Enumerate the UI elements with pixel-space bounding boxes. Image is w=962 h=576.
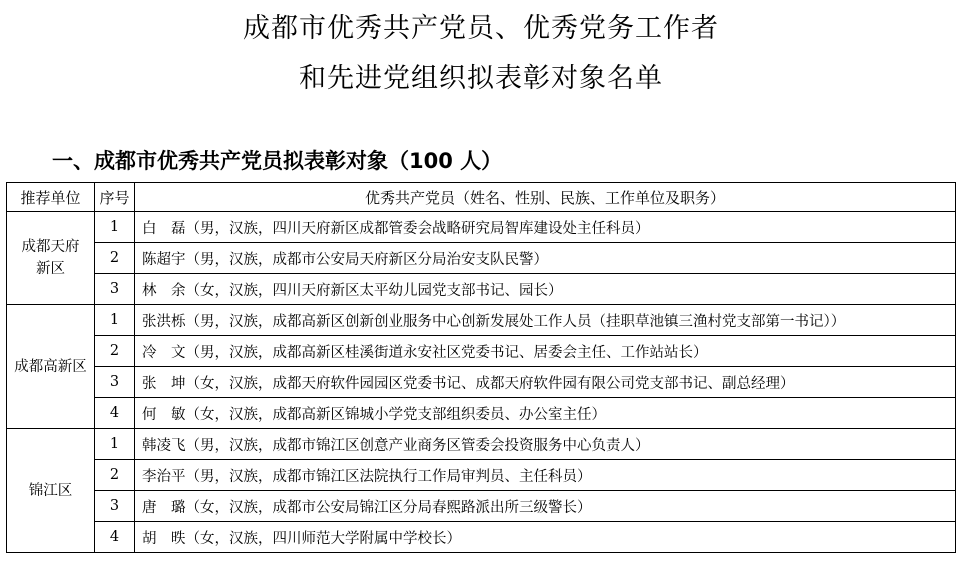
unit-label: 锦江区 — [28, 482, 73, 499]
person-cell: 张洪栎（男，汉族，成都高新区创新创业服务中心创新发展处工作人员（挂职草池镇三渔村党支部第一书记）） — [135, 305, 956, 336]
table-row — [7, 522, 956, 553]
seq-cell: 4 — [95, 398, 135, 429]
seq-cell: 1 — [95, 212, 135, 243]
table-row — [7, 460, 956, 491]
person-cell: 李治平（男，汉族，成都市锦江区法院执行工作局审判员、主任科员） — [135, 460, 956, 491]
table-row — [7, 305, 956, 336]
header-unit: 推荐单位 — [7, 183, 95, 212]
section-heading: 一、成都市优秀共产党员拟表彰对象（100 人） — [52, 149, 503, 173]
seq-cell: 4 — [95, 522, 135, 553]
person-cell: 唐 璐（女，汉族，成都市公安局锦江区分局春熙路派出所三级警长） — [135, 491, 956, 522]
person-cell: 陈超宇（男，汉族，成都市公安局天府新区分局治安支队民警） — [135, 243, 956, 274]
table-row — [7, 491, 956, 522]
person-cell: 何 敏（女，汉族，成都高新区锦城小学党支部组织委员、办公室主任） — [135, 398, 956, 429]
person-cell: 张 坤（女，汉族，成都天府软件园园区党委书记、成都天府软件园有限公司党支部书记、副总经理） — [135, 367, 956, 398]
document-title-line-2: 和先进党组织拟表彰对象名单 — [299, 63, 663, 94]
seq-cell: 3 — [95, 274, 135, 305]
seq-cell: 1 — [95, 429, 135, 460]
person-cell: 胡 昳（女，汉族，四川师范大学附属中学校长） — [135, 522, 956, 553]
table-row — [7, 274, 956, 305]
unit-label: 成都高新区 — [14, 358, 87, 375]
seq-cell: 3 — [95, 367, 135, 398]
table-header-row — [7, 183, 956, 212]
unit-label: 成都天府新区 — [21, 239, 80, 277]
unit-cell — [7, 212, 95, 305]
person-cell: 林 余（女，汉族，四川天府新区太平幼儿园党支部书记、园长） — [135, 274, 956, 305]
person-cell: 白 磊（男，汉族，四川天府新区成都管委会战略研究局智库建设处主任科员） — [135, 212, 956, 243]
header-seq: 序号 — [95, 183, 135, 212]
seq-cell: 2 — [95, 336, 135, 367]
seq-cell: 1 — [95, 305, 135, 336]
table-row — [7, 429, 956, 460]
seq-cell: 2 — [95, 460, 135, 491]
unit-cell — [7, 429, 95, 553]
header-person: 优秀共产党员（姓名、性别、民族、工作单位及职务） — [135, 183, 956, 212]
seq-cell: 3 — [95, 491, 135, 522]
commendation-table — [6, 182, 956, 553]
seq-cell: 2 — [95, 243, 135, 274]
table-row — [7, 336, 956, 367]
table-row — [7, 367, 956, 398]
table-row — [7, 212, 956, 243]
person-cell: 韩凌飞（男，汉族，成都市锦江区创意产业商务区管委会投资服务中心负责人） — [135, 429, 956, 460]
document-title-line-1: 成都市优秀共产党员、优秀党务工作者 — [243, 13, 719, 44]
person-cell: 冷 文（男，汉族，成都高新区桂溪街道永安社区党委书记、居委会主任、工作站站长） — [135, 336, 956, 367]
table-row — [7, 243, 956, 274]
unit-cell — [7, 305, 95, 429]
table-row — [7, 398, 956, 429]
